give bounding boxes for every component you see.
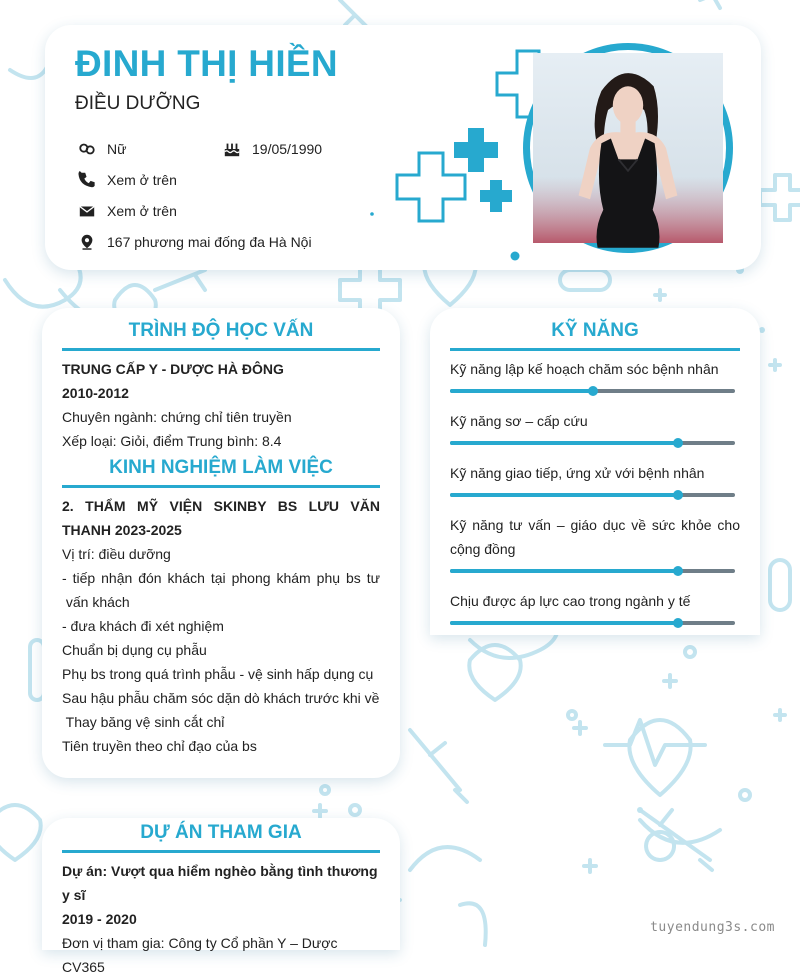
projects-section-title: DỰ ÁN THAM GIA xyxy=(62,822,380,853)
skill-level-fill xyxy=(450,389,593,393)
projects-card xyxy=(42,818,400,975)
experience-line: - đưa khách đi xét nghiệm xyxy=(62,618,224,634)
phone-icon xyxy=(78,171,96,189)
experience-line: - tiếp nhận đón khách tại phong khám phụ bs tư xyxy=(62,570,380,586)
experience-line: vấn khách xyxy=(62,594,130,610)
skill-item xyxy=(430,589,760,625)
job-title: ĐIỀU DƯỠNG xyxy=(75,93,201,114)
project-org: Đơn vị tham gia: Công ty Cổ phần Y – Dược CV365 xyxy=(62,935,338,975)
experience-line: Thay băng vệ sinh cắt chỉ xyxy=(62,714,225,730)
skills-section-title: KỸ NĂNG xyxy=(450,320,740,351)
experience-company-line2: THANH 2023-2025 xyxy=(62,522,182,538)
skill-item xyxy=(430,409,760,445)
skill-level-knob xyxy=(588,386,598,396)
candidate-name: ĐINH THỊ HIỀN xyxy=(75,43,338,84)
email-value: Xem ở trên xyxy=(107,203,177,219)
gender-value: Nữ xyxy=(107,141,127,157)
address-row xyxy=(78,233,312,251)
phone-row xyxy=(78,171,177,189)
cake-icon xyxy=(223,140,241,158)
skill-level-bar xyxy=(450,621,735,625)
education-grade: Xếp loại: Giỏi, điểm Trung bình: 8.4 xyxy=(62,433,282,449)
email-row xyxy=(78,202,177,220)
education-school: TRUNG CẤP Y - DƯỢC HÀ ĐÔNG xyxy=(62,361,284,377)
skill-level-knob xyxy=(673,438,683,448)
skill-label: Kỹ năng lập kế hoạch chăm sóc bệnh nhân xyxy=(450,361,719,377)
site-watermark: tuyendung3s.com xyxy=(650,920,775,935)
skill-level-fill xyxy=(450,493,678,497)
skill-label: Kỹ năng tư vấn – giáo dục về sức khỏe cho xyxy=(450,517,740,533)
mail-icon xyxy=(78,202,96,220)
skill-item xyxy=(430,357,760,393)
education-years: 2010-2012 xyxy=(62,385,129,401)
skill-level-knob xyxy=(673,618,683,628)
education-major: Chuyên ngành: chứng chỉ tiên truyền xyxy=(62,409,292,425)
skill-level-bar xyxy=(450,493,735,497)
education-experience-card xyxy=(42,308,400,778)
project-years: 2019 - 2020 xyxy=(62,911,137,927)
experience-line: Tiên truyền theo chỉ đạo của bs xyxy=(62,738,257,754)
birthdate-value: 19/05/1990 xyxy=(252,141,323,157)
experience-section-title: KINH NGHIỆM LÀM VIỆC xyxy=(62,457,380,488)
skill-label: cộng đồng xyxy=(450,541,516,557)
experience-company-line1: 2. THẨM MỸ VIỆN SKINBY BS LƯU VĂN xyxy=(62,498,380,514)
address-value: 167 phương mai đống đa Hà Nội xyxy=(107,234,312,250)
skill-level-fill xyxy=(450,621,678,625)
profile-photo xyxy=(530,50,726,246)
experience-line: Phụ bs trong quá trình phẫu - vệ sinh hấp dụng cụ xyxy=(62,666,374,682)
gender-icon xyxy=(78,140,96,158)
education-section-title: TRÌNH ĐỘ HỌC VẤN xyxy=(62,320,380,351)
skill-item xyxy=(430,513,760,573)
birthdate-row xyxy=(223,140,322,158)
skill-label: Chịu được áp lực cao trong ngành y tế xyxy=(450,593,691,609)
skill-item xyxy=(430,461,760,497)
location-icon xyxy=(78,233,96,251)
skill-level-fill xyxy=(450,441,678,445)
profile-header-card xyxy=(45,25,761,270)
experience-line: Sau hậu phẫu chăm sóc dặn dò khách trước khi về xyxy=(62,690,380,706)
skill-level-knob xyxy=(673,490,683,500)
experience-line: Vị trí: điều dưỡng xyxy=(62,546,171,562)
skill-level-bar xyxy=(450,441,735,445)
phone-value: Xem ở trên xyxy=(107,172,177,188)
experience-line: Chuẩn bị dụng cụ phẫu xyxy=(62,642,207,658)
skill-level-fill xyxy=(450,569,678,573)
skill-label: Kỹ năng giao tiếp, ứng xử với bệnh nhân xyxy=(450,465,705,481)
skills-list xyxy=(430,357,760,625)
skill-label: Kỹ năng sơ – cấp cứu xyxy=(450,413,588,429)
skills-card xyxy=(430,308,760,635)
project-name: Dự án: Vượt qua hiểm nghèo bằng tình thương y sĩ xyxy=(62,863,378,903)
skill-level-bar xyxy=(450,389,735,393)
gender-row xyxy=(78,140,126,158)
skill-level-knob xyxy=(673,566,683,576)
profile-photo-frame xyxy=(523,43,733,253)
skill-level-bar xyxy=(450,569,735,573)
